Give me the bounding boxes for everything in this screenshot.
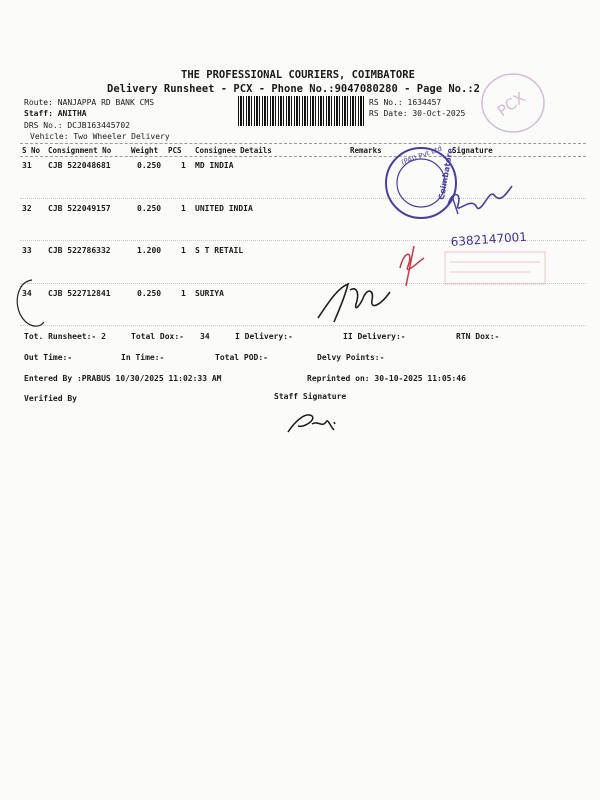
row-pcs: 1: [181, 161, 186, 170]
circle-mark-row-34: [17, 280, 44, 326]
entered-by: Entered By :PRABUS 10/30/2025 11:02:33 AM: [24, 374, 222, 383]
company-name: THE PROFESSIONAL COURIERS, COIMBATORE: [181, 69, 415, 81]
row-weight: 1.200: [137, 246, 162, 255]
col-pcs: PCS: [168, 146, 182, 155]
i-delivery: I Delivery:-: [235, 332, 293, 341]
col-sno: S No: [22, 146, 41, 155]
row-pcs: 1: [181, 289, 186, 298]
row-sno: 31: [22, 161, 32, 170]
row-weight: 0.250: [137, 161, 162, 170]
tot-runsheet: Tot. Runsheet:- 2: [24, 332, 106, 341]
row-sno: 32: [22, 204, 32, 213]
seal-city-text: Coimbatore: [436, 147, 455, 201]
row-sno: 33: [22, 246, 32, 255]
row-consignment: CJB 522712841: [48, 289, 111, 298]
col-consignment: Consignment No: [48, 146, 112, 155]
staff-signature: [288, 415, 335, 432]
staff: Staff: ANITHA: [24, 109, 87, 118]
vehicle: Vehicle: Two Wheeler Delivery: [30, 132, 170, 141]
pcx-stamp-text: PCX: [493, 88, 529, 121]
rs-date: RS Date: 30-Oct-2025: [369, 109, 466, 118]
faded-stamp-row-33: [445, 252, 545, 284]
verified-by: Verified By: [24, 394, 77, 403]
seal-top-text: (PAI) Pvt Ltd: [400, 144, 444, 167]
row-consignment: CJB 522786332: [48, 246, 111, 255]
row-sno: 34: [22, 289, 32, 298]
total-pod: Total POD:-: [215, 353, 268, 362]
ii-delivery: II Delivery:-: [343, 332, 406, 341]
drs-number: DRS No.: DCJB163445702: [24, 121, 130, 130]
signature-row-34: [318, 284, 390, 322]
row-consignment: CJB 522048681: [48, 161, 111, 170]
row-consignee: UNITED INDIA: [195, 204, 253, 213]
out-time: Out Time:-: [24, 353, 73, 362]
handwritten-number: 6382147001: [450, 229, 528, 249]
delvy-points: Delvy Points:-: [317, 353, 385, 362]
row-consignee: SURIYA: [195, 289, 224, 298]
row-weight: 0.250: [137, 289, 162, 298]
staff-signature-label: Staff Signature: [274, 392, 347, 401]
row-weight: 0.250: [137, 204, 162, 213]
col-consignee: Consignee Details: [195, 146, 272, 155]
col-remarks: Remarks: [350, 146, 382, 155]
reprinted-on: Reprinted on: 30-10-2025 11:05:46: [307, 374, 466, 383]
col-signature: Signature: [452, 146, 493, 155]
total-dox-value: 34: [200, 332, 210, 341]
signature-stroke: [452, 196, 458, 214]
row-pcs: 1: [181, 246, 186, 255]
red-signature-row-33: [400, 246, 424, 286]
row-consignment: CJB 522049157: [48, 204, 111, 213]
row-pcs: 1: [181, 204, 186, 213]
signature-row-32: [448, 186, 512, 209]
col-weight: Weight: [131, 146, 159, 155]
total-dox-label: Total Dox:-: [131, 332, 184, 341]
runsheet-title: Delivery Runsheet - PCX - Phone No.:9047080280 - Page No.:2: [107, 83, 480, 95]
rs-number: RS No.: 1634457: [369, 98, 442, 107]
in-time: In Time:-: [121, 353, 165, 362]
pcx-stamp: [482, 74, 544, 132]
rtn-dox: RTN Dox:-: [456, 332, 500, 341]
company-seal: [386, 145, 456, 218]
row-consignee: MD INDIA: [195, 161, 234, 170]
row-consignee: S T RETAIL: [195, 246, 244, 255]
route: Route: NANJAPPA RD BANK CMS: [24, 98, 155, 107]
